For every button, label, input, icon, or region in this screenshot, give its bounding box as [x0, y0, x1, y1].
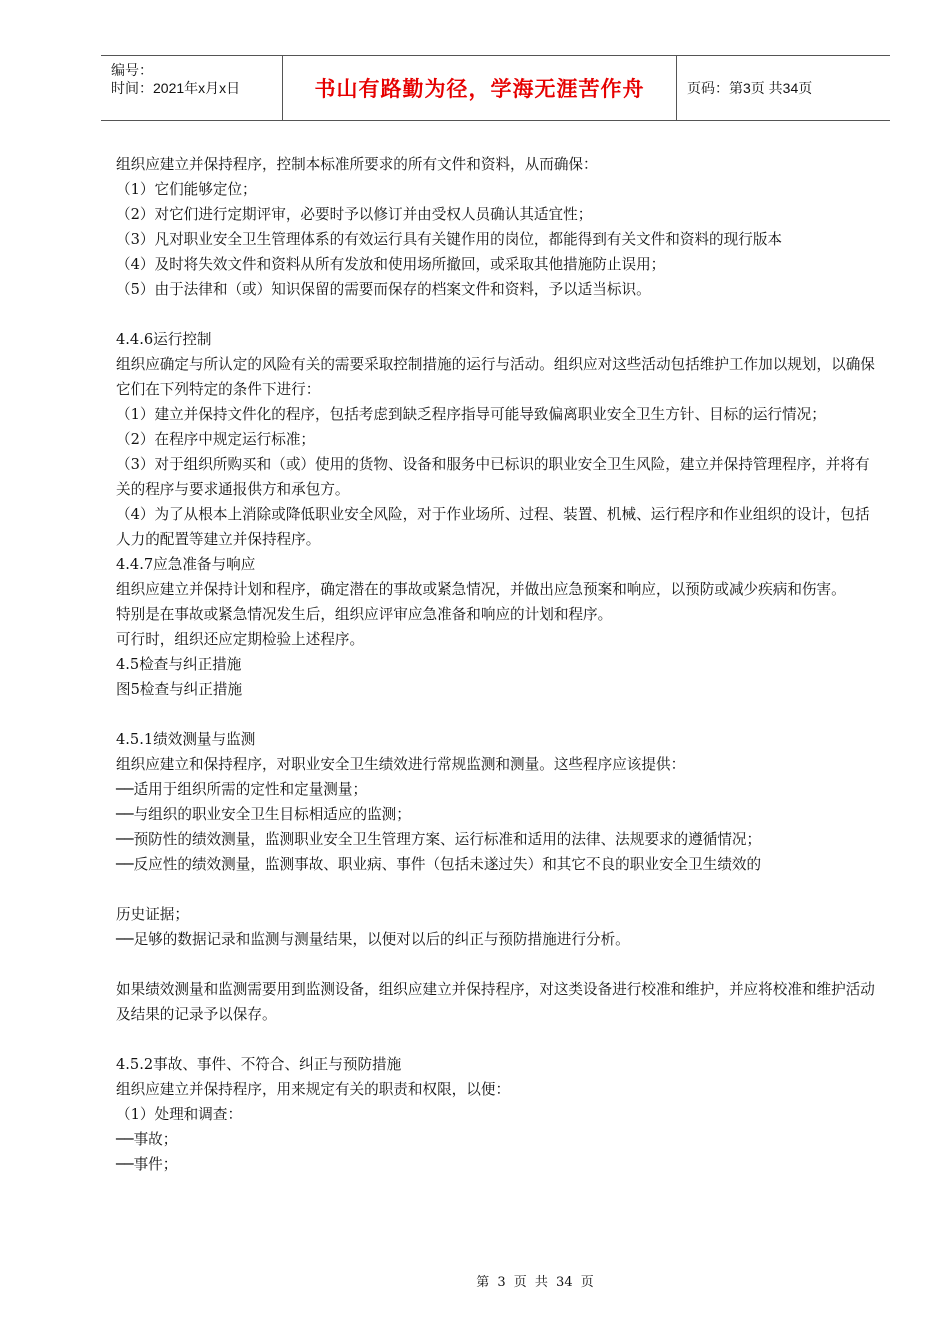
paragraph: （3）凡对职业安全卫生管理体系的有效运行具有关键作用的岗位，都能得到有关文件和资料的现行版本 [116, 231, 783, 248]
paragraph-gap [116, 302, 880, 327]
paragraph: ──预防性的绩效测量，监测职业安全卫生管理方案、运行标准和适用的法律、法规要求的遵循情况； [116, 831, 762, 848]
paragraph: 特别是在事故或紧急情况发生后，组织应评审应急准备和响应的计划和程序。 [116, 606, 613, 623]
paragraph: 组织应建立并保持程序，用来规定有关的职责和权限，以便： [116, 1081, 511, 1098]
paragraph: 如果绩效测量和监测需要用到监测设备，组织应建立并保持程序，对这类设备进行校准和维护，并应将校准和维护活动及结果的记录予以保存。 [116, 981, 875, 1023]
paragraph: 4.4.7应急准备与响应 [116, 556, 256, 573]
paragraph: 图5检查与纠正措施 [116, 681, 243, 698]
paragraph: （3）对于组织所购买和（或）使用的货物、设备和服务中已标识的职业安全卫生风险，建立并保持管理程序，并将有关的程序与要求通报供方和承包方。 [116, 456, 870, 498]
paragraph: （5）由于法律和（或）知识保留的需要而保存的档案文件和资料，予以适当标识。 [116, 281, 651, 298]
paragraph: ──事件； [116, 1156, 178, 1173]
paragraph: 组织应建立并保持程序，控制本标准所要求的所有文件和资料，从而确保： [116, 156, 598, 173]
paragraph: ──反应性的绩效测量，监测事故、职业病、事件（包括未遂过失）和其它不良的职业安全卫生绩效的 [116, 856, 762, 873]
paragraph: （4）及时将失效文件和资料从所有发放和使用场所撤回，或采取其他措施防止误用； [116, 256, 666, 273]
paragraph: 组织应建立和保持程序，对职业安全卫生绩效进行常规监测和测量。这些程序应该提供： [116, 756, 686, 773]
paragraph: 组织应建立并保持计划和程序，确定潜在的事故或紧急情况，并做出应急预案和响应，以预防或减少疾病和伤害。 [116, 581, 846, 598]
page-header [101, 55, 890, 121]
paragraph: 4.5检查与纠正措施 [116, 656, 242, 673]
paragraph: ──与组织的职业安全卫生目标相适应的监测； [116, 806, 411, 823]
document-body [116, 152, 880, 1177]
paragraph: 组织应确定与所认定的风险有关的需要采取控制措施的运行与活动。组织应对这些活动包括维护工作加以规划，以确保它们在下列特定的条件下进行： [116, 356, 875, 398]
paragraph-gap [116, 702, 880, 727]
paragraph-gap [116, 1027, 880, 1052]
paragraph: （1）它们能够定位； [116, 181, 257, 198]
paragraph-gap [116, 877, 880, 902]
header-meta [101, 56, 283, 120]
paragraph: ──适用于组织所需的定性和定量测量； [116, 781, 368, 798]
paragraph: （4）为了从根本上消除或降低职业安全风险，对于作业场所、过程、装置、机械、运行程序和作业组织的设计，包括人力的配置等建立并保持程序。 [116, 506, 870, 548]
paragraph: 4.4.6运行控制 [116, 331, 212, 348]
header-motto: 书山有路勤为径，学海无涯苦作舟 [283, 56, 677, 120]
paragraph: 4.5.1绩效测量与监测 [116, 731, 256, 748]
paragraph: 历史证据； [116, 906, 189, 923]
paragraph: （2）在程序中规定运行标准； [116, 431, 316, 448]
paragraph-gap [116, 952, 880, 977]
paragraph: （1）处理和调查： [116, 1106, 243, 1123]
paragraph: 4.5.2事故、事件、不符合、纠正与预防措施 [116, 1056, 402, 1073]
document-number-label: 编号： [111, 62, 153, 78]
date-label: 时间：2021年x月x日 [111, 80, 241, 96]
page-footer: 第 3 页 共 34 页 [476, 1275, 594, 1290]
paragraph: （2）对它们进行定期评审，必要时予以修订并由受权人员确认其适宜性； [116, 206, 593, 223]
paragraph: ──事故； [116, 1131, 178, 1148]
paragraph: （1）建立并保持文件化的程序，包括考虑到缺乏程序指导可能导致偏离职业安全卫生方针、目标的运行情况； [116, 406, 826, 423]
header-page-number: 页码：第3页 共34页 [687, 80, 813, 96]
paragraph: 可行时，组织还应定期检验上述程序。 [116, 631, 365, 648]
paragraph: ──足够的数据记录和监测与测量结果，以便对以后的纠正与预防措施进行分析。 [116, 931, 630, 948]
